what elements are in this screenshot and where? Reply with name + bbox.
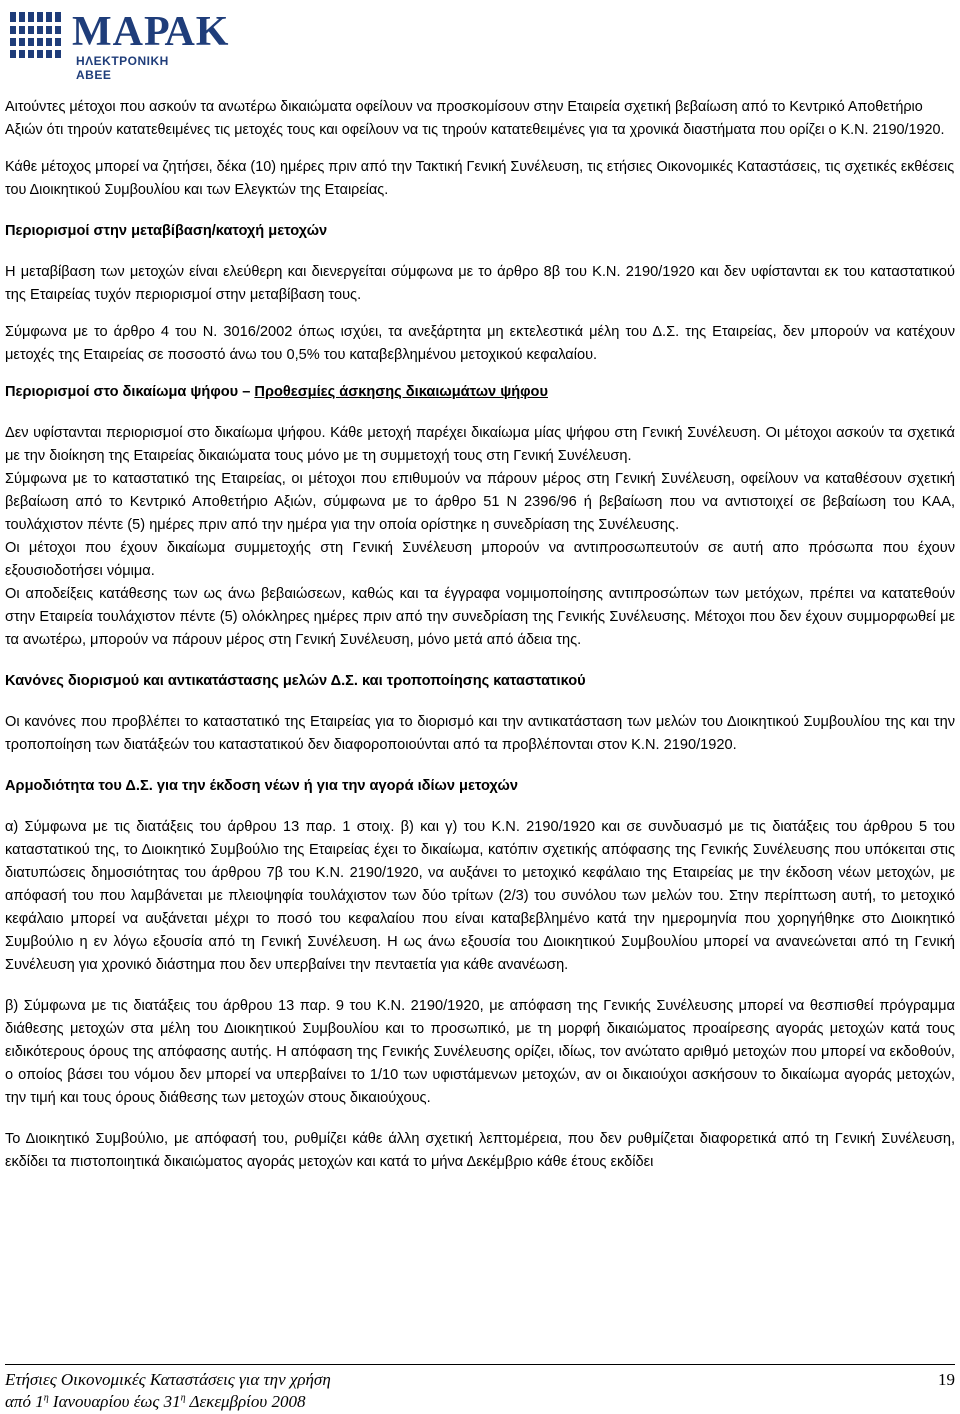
heading-voting-deadlines: Προθεσμίες άσκησης δικαιωμάτων ψήφου — [254, 384, 548, 400]
footer-period-c: Δεκεμβρίου 2008 — [185, 1392, 306, 1411]
heading-voting-restrictions — [5, 381, 955, 404]
heading-voting-separator: – — [238, 384, 255, 400]
footer-period-a: από 1 — [5, 1392, 44, 1411]
logo-name: ΜΑΡΑΚ — [72, 9, 230, 55]
footer-period — [5, 1392, 305, 1412]
paragraph-board-regulation: Το Διοικητικό Συμβούλιο, με απόφασή του, ρυθμίζει κάθε άλλη σχετική λεπτομέρεια, που δεν ρυθμίζεται διαφορετικά από τη Γενική Συνέλευση, εκδίδει τα πιστοποιητικά δικαιώματος αγοράς μετοχών και κατά το μήνα Δεκέμβριο κάθε έτους εκδίδει — [5, 1131, 955, 1170]
paragraph-share-capital-increase: α) Σύμφωνα με τις διατάξεις του άρθρου 13 παρ. 1 στοιχ. β) και γ) του Κ.Ν. 2190/1920 και σε συνδυασμό με τις διατάξεις του άρθρου 5 του καταστατικού της, το Διοικητικό Συμβούλιο της Εταιρείας έχει το δικαίωμα, κατόπιν σχετικής απόφασης της Γενικής Συνέλευσης που υπόκειται στις διατυπώσεις δημοσιότητας του άρθρου 7β του Κ.Ν. 2190/1920, να αυξάνει το μετοχικό κεφάλαιο της Εταιρείας με την έκδοση νέων μετοχών, με απόφασή του που λαμβάνεται με πλειοψηφία τουλάχιστον των δύο τρίτων (2/3) του συνόλου των μελών του. Στην περίπτωση αυτή, το μετοχικό κεφάλαιο μπορεί να αυξάνεται μέχρι το ποσό του κεφαλαίου που είναι καταβεβλημένο κατά την ημερομηνία που χορηγήθηκε στο Διοικητικό Συμβούλιο η εν λόγω εξουσία από τη Γενική Συνέλευση. Η ως άνω εξουσία του Διοικητικού Συμβουλίου μπορεί να ανανεώνεται από τη Γενική Συνέλευση για χρονικό διάστημα που δεν υπερβαίνει την πενταετία για κάθε ανανέωση. — [5, 819, 955, 973]
company-logo — [6, 6, 230, 82]
paragraph-deposit-proofs: Οι αποδείξεις κατάθεσης των ως άνω βεβαιώσεων, καθώς και τα έγγραφα νομιμοποίησης αντιπροσώπων των μετόχων, πρέπει να κατατεθούν στην Εταιρεία τουλάχιστον πέντε (5) ολόκληρες ημέρες πριν από την συνεδρίαση της Γενικής Συνέλευσης. Μέτοχοι που δεν έχουν συμμορφωθεί με τα ανωτέρω, μπορούν να πάρουν μέρος στη Γενική Συνέλευση, μόνο μετά από άδεια της. — [5, 586, 955, 648]
footer-period-b: Ιανουαρίου έως 31 — [48, 1392, 181, 1411]
paragraph-financial-statements-request: Κάθε μέτοχος μπορεί να ζητήσει, δέκα (10) ημέρες πριν από την Τακτική Γενική Συνέλευση, τις ετήσιες Οικονομικές Καταστάσεις, τις σχετικές εκθέσεις του Διοικητικού Συμβουλίου και των Ελεγκτών της Εταιρείας. — [5, 159, 955, 198]
document-body — [5, 96, 955, 1174]
footer-divider — [5, 1364, 955, 1365]
paragraph-attendance-certificate: Σύμφωνα με το καταστατικό της Εταιρείας, οι μέτοχοι που επιθυμούν να πάρουν μέρος στη Γενική Συνέλευση, οφείλουν να καταθέσουν σχετική βεβαίωση από το Κεντρικό Αποθετήριο Αξιών, σύμφωνα με το άρθρο 51 Ν 2396/96 ή βεβαίωση που να αντιστοιχεί σε βεβαίωση του ΚΑΑ, τουλάχιστον πέντε (5) ημέρες πριν από την ημέρα για την οποία ορίστηκε η συνεδρίαση της Συνέλευσης. — [5, 471, 955, 533]
paragraph-independent-members: Σύμφωνα με το άρθρο 4 του Ν. 3016/2002 όπως ισχύει, τα ανεξάρτητα μη εκτελεστικά μέλη του Δ.Σ. της Εταιρείας, δεν μπορούν να κατέχουν μετοχές της Εταιρείας σε ποσοστό άνω του 0,5% του καταβεβλημένου μετοχικού κεφαλαίου. — [5, 324, 955, 363]
heading-transfer-restrictions: Περιορισμοί στην μεταβίβαση/κατοχή μετοχών — [5, 223, 328, 239]
paragraph-transfer-free: Η μεταβίβαση των μετοχών είναι ελεύθερη και διενεργείται σύμφωνα με το άρθρο 8β του Κ.Ν. 2190/1920 και δεν υφίστανται εκ του καταστατικού της Εταιρείας τυχόν περιορισμοί στην μεταβίβαση τους. — [5, 264, 955, 303]
page-footer — [5, 1364, 955, 1414]
page-number: 19 — [938, 1370, 955, 1389]
paragraph-board-appointment: Οι κανόνες που προβλέπει το καταστατικό της Εταιρείας για το διορισμό και την αντικατάσταση των μελών του Διοικητικού Συμβουλίου της και την τροποποίηση των διατάξεών του καταστατικού δεν διαφοροποιούνται από τα προβλέπονται στον Κ.Ν. 2190/1920. — [5, 714, 955, 753]
heading-board-appointment-rules: Κανόνες διορισμού και αντικατάστασης μελών Δ.Σ. και τροποποίησης καταστατικού — [5, 673, 586, 689]
footer-title: Ετήσιες Οικονομικές Καταστάσεις για την χρήση — [5, 1370, 331, 1389]
heading-board-share-authority: Αρμοδιότητα του Δ.Σ. για την έκδοση νέων ή για την αγορά ιδίων μετοχών — [5, 778, 518, 794]
paragraph-no-voting-restrictions: Δεν υφίστανται περιορισμοί στο δικαίωμα ψήφου. Κάθε μετοχή παρέχει δικαίωμα μίας ψήφου στη Γενική Συνέλευση. Οι μέτοχοι ασκούν τα σχετικά με την διοίκηση της Εταιρείας δικαιώματα τους μόνο με τη συμμετοχή τους στη Γενική Συνέλευση. — [5, 425, 955, 464]
paragraph-shareholder-certificate: Αιτούντες μέτοχοι που ασκούν τα ανωτέρω δικαιώματα οφείλουν να προσκομίσουν στην Εταιρεία σχετική βεβαίωση από το Κεντρικό Αποθετήριο Αξιών ότι τηρούν κατατεθειμένες τις μετοχές τους και οφείλουν να τις τηρούν κατατεθειμένες για τα χρονικά διαστήματα που ορίζει ο Κ.Ν. 2190/1920. — [5, 99, 945, 138]
paragraph-stock-option-program: β) Σύμφωνα με τις διατάξεις του άρθρου 13 παρ. 9 του Κ.Ν. 2190/1920, με απόφαση της Γενικής Συνέλευσης μπορεί να θεσπισθεί πρόγραμμα διάθεσης μετοχών στα μέλη του Διοικητικού Συμβουλίου και το προσωπικό, με τη μορφή δικαιώματος προαίρεσης αγοράς μετοχών κατά τους ειδικότερους όρους της απόφασης αυτής. Η απόφαση της Γενικής Συνέλευσης ορίζει, ιδίως, τον ανώτατο αριθμό μετοχών που μπορεί να εκδοθούν, ο οποίος βάσει του νόμου δεν μπορεί να υπερβαίνει το 1/10 των υφιστάμενων μετοχών, αν οι δικαιούχοι ασκήσουν το δικαίωμα αγοράς μετοχών, την τιμή και τους όρους διάθεσης των μετοχών στους δικαιούχους. — [5, 998, 955, 1106]
heading-voting-restrictions-a: Περιορισμοί στο δικαίωμα ψήφου — [5, 384, 239, 400]
marak-logo-icon — [6, 6, 64, 64]
footer-period-sup1: η — [43, 1392, 49, 1404]
logo-subtitle: ΗΛΕΚΤΡΟΝΙΚΗ ΑΒΕΕ — [76, 54, 169, 82]
paragraph-representation: Οι μέτοχοι που έχουν δικαίωμα συμμετοχής στη Γενική Συνέλευση μπορούν να αντιπροσωπευτούν σε αυτή απο πρόσωπα που έχουν εξουσιοδοτήσει νόμιμα. — [5, 540, 955, 579]
footer-period-sup2: η — [180, 1392, 186, 1404]
